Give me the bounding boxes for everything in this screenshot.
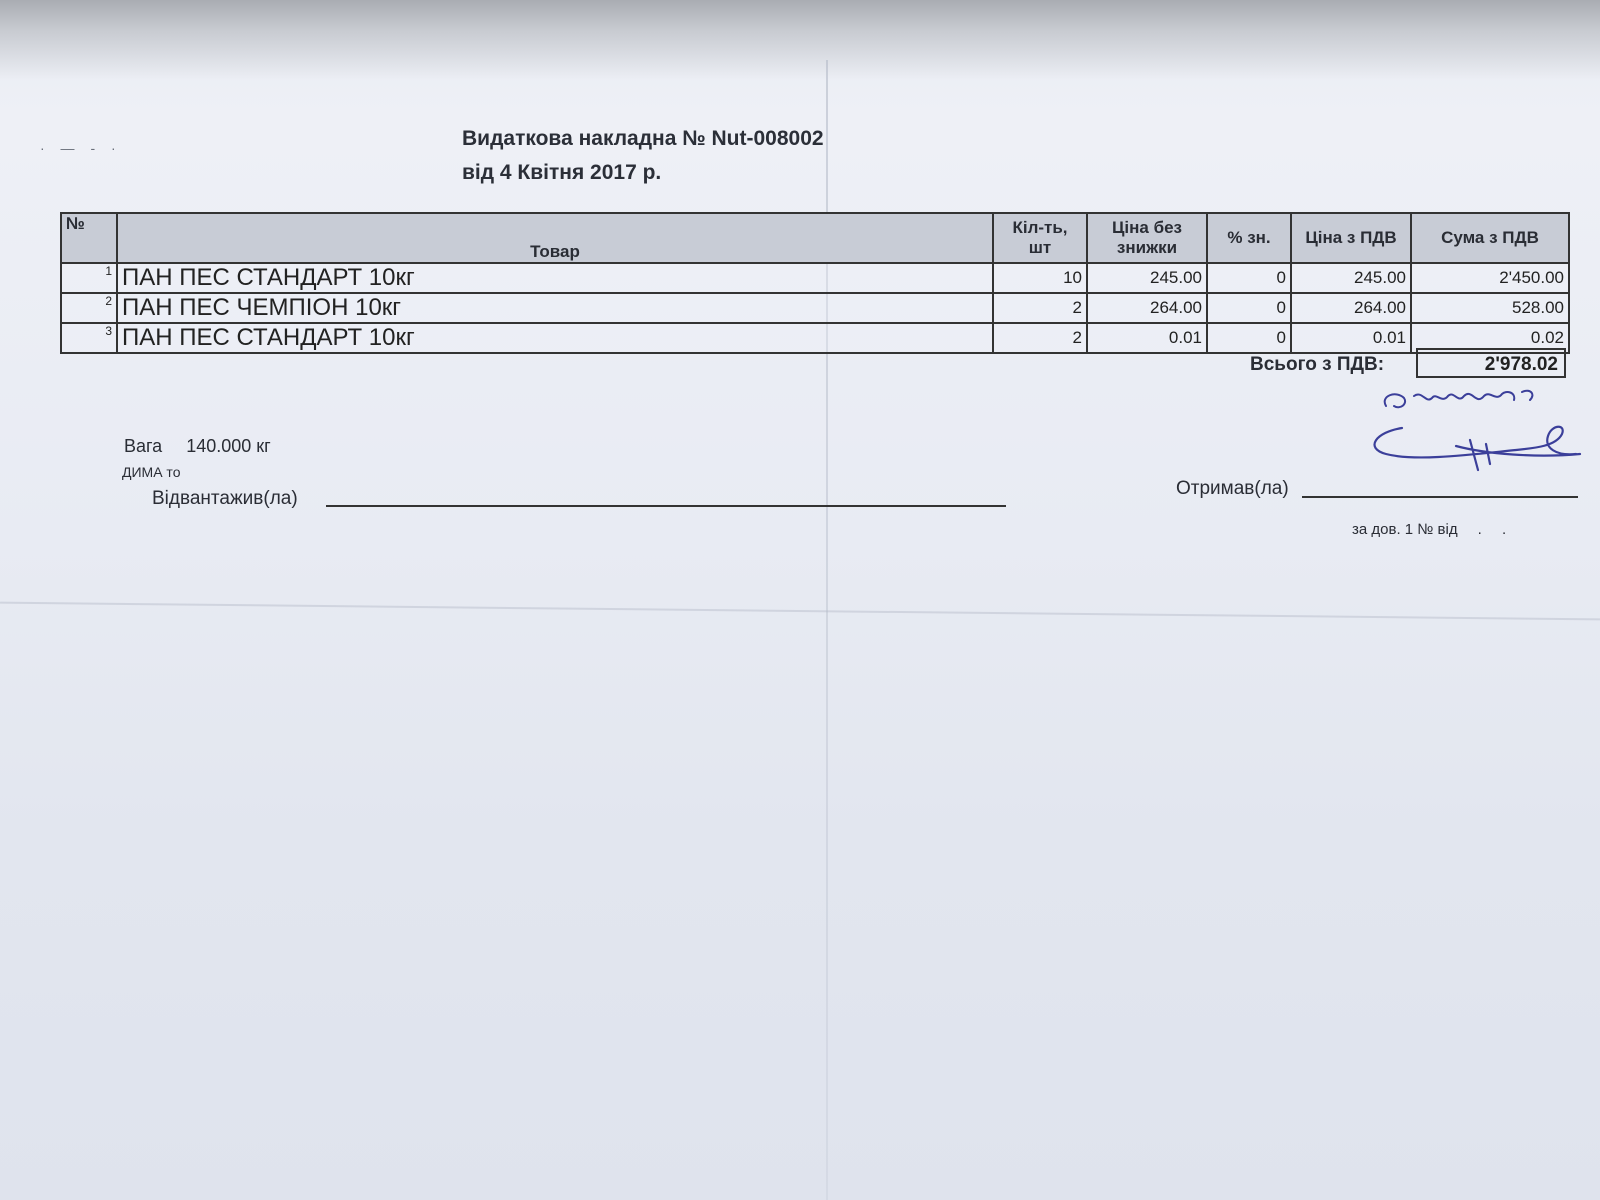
row-price-vat: 264.00	[1291, 293, 1411, 323]
header-price	[1087, 213, 1207, 263]
row-name: ПАН ПЕС СТАНДАРТ 10кг	[117, 263, 993, 293]
row-discount: 0	[1207, 293, 1291, 323]
row-price-vat: 0.01	[1291, 323, 1411, 353]
header-price-line2: знижки	[1116, 238, 1178, 257]
row-qty: 2	[993, 293, 1087, 323]
header-qty-line1: Кіл-ть,	[1012, 218, 1068, 237]
row-sum-vat: 2'450.00	[1411, 263, 1569, 293]
ink-smudge: · — - ·	[40, 140, 122, 156]
header-price-vat: Ціна з ПДВ	[1291, 213, 1411, 263]
row-name: ПАН ПЕС ЧЕМПІОН 10кг	[117, 293, 993, 323]
row-sum-vat: 528.00	[1411, 293, 1569, 323]
weight-value: 140.000 кг	[186, 436, 271, 456]
proxy-text: за дов. 1 № від	[1352, 521, 1458, 538]
header-sum-vat: Сума з ПДВ	[1411, 213, 1569, 263]
document-title	[462, 122, 824, 190]
row-no: 2	[61, 293, 117, 323]
shipped-signature-line	[326, 505, 1006, 507]
row-price: 0.01	[1087, 323, 1207, 353]
header-discount: % зн.	[1207, 213, 1291, 263]
row-sum-vat: 0.02	[1411, 323, 1569, 353]
header-name: Товар	[117, 213, 993, 263]
top-shadow	[0, 0, 1600, 80]
row-price: 264.00	[1087, 293, 1207, 323]
received-signature-line	[1302, 496, 1578, 498]
header-no: №	[61, 213, 117, 263]
weight-label: Вага	[124, 436, 163, 456]
row-no: 1	[61, 263, 117, 293]
handwritten-signature	[1366, 384, 1596, 488]
proxy-line	[1352, 521, 1514, 538]
table-row	[61, 293, 1569, 323]
title-number: Видаткова накладна № Nut-008002	[462, 127, 824, 150]
weight-line	[124, 436, 271, 457]
row-no: 3	[61, 323, 117, 353]
header-qty-line2: шт	[1028, 238, 1052, 257]
title-date: від 4 Квітня 2017 р.	[462, 161, 662, 184]
row-discount: 0	[1207, 323, 1291, 353]
shipped-label: Відвантажив(ла)	[152, 488, 298, 509]
row-qty: 10	[993, 263, 1087, 293]
table-row	[61, 263, 1569, 293]
total-label: Всього з ПДВ:	[1250, 354, 1385, 375]
row-price-vat: 245.00	[1291, 263, 1411, 293]
proxy-dots: . .	[1477, 521, 1515, 538]
driver-name: ДИМА то	[122, 464, 181, 480]
table-header-row	[61, 213, 1569, 263]
row-discount: 0	[1207, 263, 1291, 293]
row-price: 245.00	[1087, 263, 1207, 293]
table-row	[61, 323, 1569, 353]
row-qty: 2	[993, 323, 1087, 353]
horizontal-fold-crease	[0, 602, 1600, 621]
header-qty	[993, 213, 1087, 263]
items-table	[60, 212, 1570, 354]
received-label: Отримав(ла)	[1176, 478, 1289, 499]
total-value: 2'978.02	[1416, 348, 1566, 378]
header-price-line1: Ціна без	[1112, 218, 1182, 237]
row-name: ПАН ПЕС СТАНДАРТ 10кг	[117, 323, 993, 353]
